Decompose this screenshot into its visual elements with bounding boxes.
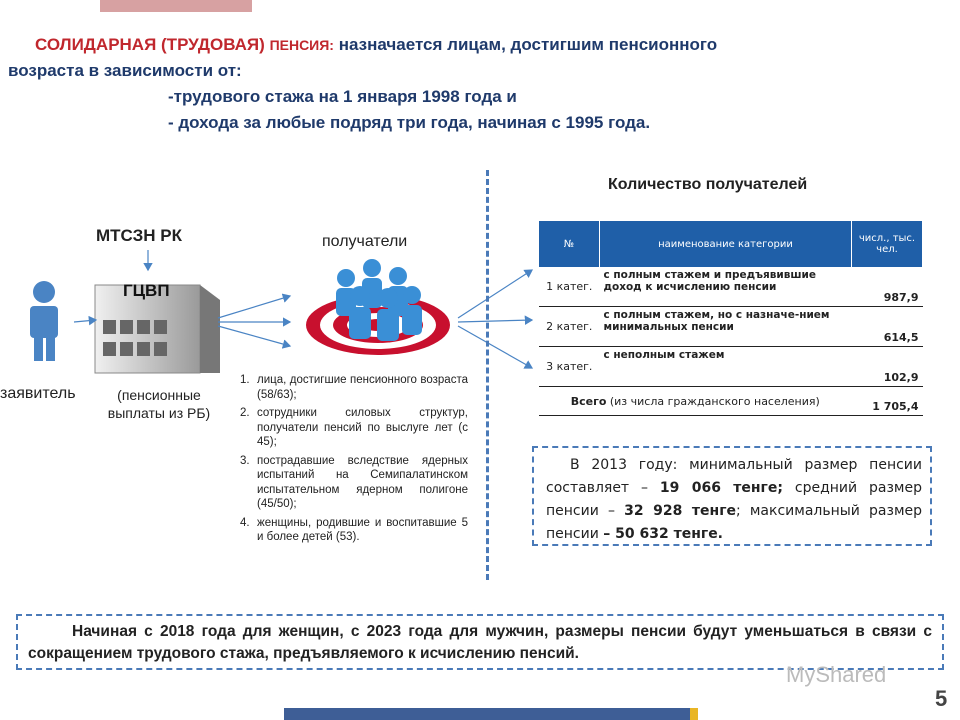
recipients-table	[539, 221, 923, 416]
list-item-text: лица, достигшие пенсионного возраста (58/63);	[257, 374, 468, 401]
list-item-number: 4.	[240, 516, 250, 529]
header-title: СОЛИДАРНАЯ (ТРУДОВАЯ)	[35, 35, 265, 54]
table-total-row	[539, 387, 923, 416]
info-box	[532, 446, 932, 546]
table-row	[539, 267, 923, 307]
table-cell-name: с полным стажем, но с назначе-нием минимальных пенсии	[600, 307, 852, 347]
table-header-row	[539, 221, 923, 267]
header-line1-rest: назначается лицам, достигшим пенсионного	[338, 35, 718, 54]
avg-pension-value: 32 928 тенге	[624, 503, 737, 519]
list-item	[240, 516, 468, 545]
criteria-list	[240, 373, 468, 549]
header-line-3: -трудового стажа на 1 января 1998 года и	[168, 87, 517, 106]
list-item-number: 1.	[240, 374, 250, 386]
list-item	[240, 373, 468, 402]
list-item-text: женщины, родившие и воспитавшие 5 и более детей (53).	[257, 516, 468, 543]
max-pension-value: – 50 632 тенге.	[603, 526, 724, 542]
header-line-2: возраста в зависимости от:	[8, 61, 242, 80]
applicant-label: заявитель	[0, 385, 76, 402]
info-part: В 2013 году: минимальный размер пенсии составляет –	[546, 457, 922, 496]
table-cell-name: с неполным стажем	[600, 347, 852, 387]
list-item	[240, 406, 468, 450]
header-title-suffix: ПЕНСИЯ:	[269, 37, 334, 53]
recipients-label: получатели	[322, 233, 408, 250]
section-divider	[486, 170, 489, 580]
table-cell-value: 102,9	[852, 347, 923, 387]
list-item	[240, 454, 468, 512]
list-item-number: 2.	[240, 407, 250, 419]
list-item-text: пострадавшие вследствие ядерных испытаний на Семипалатинском испытательном ядерном полигоне (45/50);	[257, 454, 468, 510]
total-label-rest: (из числа гражданского населения)	[606, 394, 820, 408]
payments-label: (пенсионные выплаты из РБ)	[107, 387, 211, 421]
applicant-person-icon	[30, 281, 58, 361]
info-part: ; максимальный размер пенсии	[546, 503, 923, 542]
table-header-number: №	[539, 221, 600, 267]
mtszn-label: МТСЗН РК	[96, 226, 182, 245]
table-title: Количество получателей	[608, 176, 808, 193]
info-part: средний размер пенсии –	[546, 480, 922, 519]
bottom-note: Начиная с 2018 года для женщин, с 2023 года для мужчин, размеры пенсии будут уменьшаться в связи с сокращением трудового стажа, предъявляемого к исчислению пенсий.	[28, 623, 932, 662]
list-item-text: сотрудники силовых структур, получатели пенсий по выслуге лет (с 45);	[257, 407, 468, 448]
table-row	[539, 307, 923, 347]
table-cell-value: 614,5	[852, 307, 923, 347]
header-line-4: - дохода за любые подряд три года, начиная с 1995 года.	[168, 113, 651, 132]
table-cell-category: 3 катег.	[539, 347, 600, 387]
table-row	[539, 347, 923, 387]
table-total-label	[539, 387, 852, 416]
table-header-count: числ., тыс. чел.	[852, 221, 923, 267]
table-cell-value: 987,9	[852, 267, 923, 307]
gcvp-label: ГЦВП	[123, 281, 170, 300]
watermark: MyShared	[786, 662, 887, 687]
table-cell-category: 2 катег.	[539, 307, 600, 347]
table-total-value: 1 705,4	[852, 387, 923, 416]
list-item-number: 3.	[240, 454, 250, 467]
table-cell-category: 1 катег.	[539, 267, 600, 307]
table-cell-name: с полным стажем и предъявившие доход к исчислению пенсии	[600, 267, 852, 307]
table-header-category: наименование категории	[600, 221, 852, 267]
total-label-bold: Всего	[570, 394, 607, 408]
info-text	[546, 454, 922, 546]
page-number: 5	[935, 686, 948, 711]
footer-bar	[284, 708, 690, 720]
footer-bar-accent	[690, 708, 698, 720]
min-pension-value: 19 066 тенге;	[659, 480, 783, 496]
